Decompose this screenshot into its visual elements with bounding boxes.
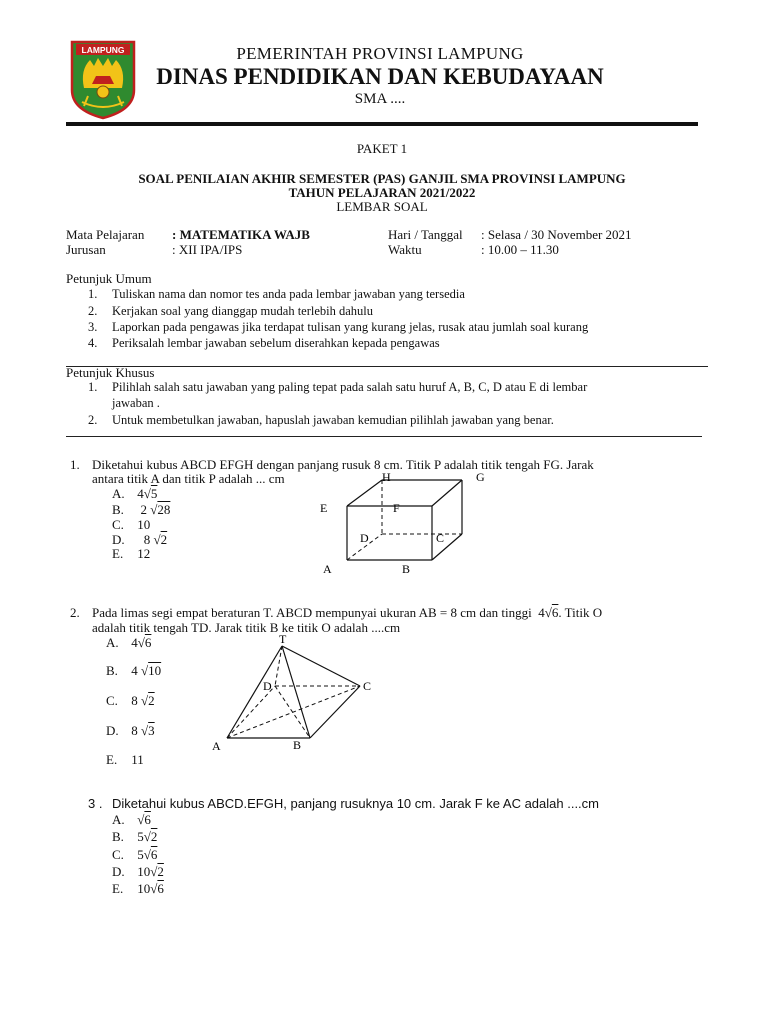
time-value: : 10.00 – 11.30 [481, 242, 559, 257]
question-1-number: 1. [70, 457, 80, 472]
header-line-2: DINAS PENDIDIKAN DAN KEBUDAYAAN [156, 64, 604, 89]
major-label: Jurusan [66, 242, 106, 257]
list-item: 4. Periksalah lembar jawaban sebelum diserahkan kepada pengawas [88, 336, 440, 350]
exam-title: SOAL PENILAIAN AKHIR SEMESTER (PAS) GANJIL SMA PROVINSI LAMPUNG [138, 171, 626, 186]
subject-value: : MATEMATIKA WAJB [172, 227, 310, 242]
major-value: : XII IPA/IPS [172, 242, 243, 257]
list-item-continuation: jawaban . [112, 396, 160, 410]
svg-text:A: A [323, 562, 332, 576]
question-3-text: Diketahui kubus ABCD.EFGH, panjang rusuknya 10 cm. Jarak F ke AC adalah ....cm [112, 796, 599, 811]
svg-text:B: B [293, 738, 302, 752]
list-item: 3. Laporkan pada pengawas jika terdapat tulisan yang kurang jelas, rusak atau jumlah soal kurang [88, 320, 589, 334]
general-instructions-title: Petunjuk Umum [66, 271, 152, 286]
time-label: Waktu [388, 242, 422, 257]
svg-text:G: G [476, 470, 485, 484]
date-label: Hari / Tanggal [388, 227, 463, 242]
question-2-option-e[interactable]: E. 11 [106, 752, 144, 767]
question-3-number: 3 . [88, 796, 103, 811]
paket-title: PAKET 1 [356, 141, 408, 156]
svg-text:T: T [279, 632, 287, 646]
svg-text:B: B [402, 562, 411, 576]
lampung-logo [70, 40, 136, 120]
svg-text:C: C [436, 531, 445, 545]
pyramid-figure [205, 630, 385, 755]
subject-label: Mata Pelajaran [66, 227, 145, 242]
question-2-option-b[interactable]: B. 4 √10 [106, 663, 162, 678]
question-3-option-c[interactable]: C. 5√6 [112, 847, 158, 862]
question-1-text: Diketahui kubus ABCD EFGH dengan panjang rusuk 8 cm. Titik P adalah titik tengah FG. Jarak [92, 457, 594, 472]
question-2-text: Pada limas segi empat beraturan T. ABCD mempunyai ukuran AB = 8 cm dan tinggi 4√6. Titik O [92, 605, 603, 620]
question-2-number: 2. [70, 605, 80, 620]
list-item: 1. Pilihlah salah satu jawaban yang paling tepat pada salah satu huruf A, B, C, D atau E di lembar [88, 380, 588, 394]
question-3-option-e[interactable]: E. 10√6 [112, 881, 164, 896]
question-1-option-e[interactable]: E. 12 [112, 546, 151, 561]
question-1-option-d[interactable]: D. 8 √2 [112, 532, 168, 547]
svg-text:D: D [263, 679, 272, 693]
special-instructions-title: Petunjuk Khusus [66, 365, 155, 380]
cube-figure [310, 470, 510, 580]
question-3-option-d[interactable]: D. 10√2 [112, 864, 164, 879]
header-divider [66, 122, 698, 126]
question-2-option-a[interactable]: A. 4√6 [106, 635, 152, 650]
question-2-text-cont: adalah titik tengah TD. Jarak titik B ke titik O adalah ....cm [92, 620, 401, 635]
question-1-option-a[interactable]: A. 4√5 [112, 486, 158, 501]
header-line-1: PEMERINTAH PROVINSI LAMPUNG [236, 44, 524, 63]
question-2-option-d[interactable]: D. 8 √3 [106, 723, 155, 738]
svg-text:D: D [360, 531, 369, 545]
list-item: 2. Kerjakan soal yang dianggap mudah terlebih dahulu [88, 304, 374, 318]
svg-text:F: F [393, 501, 400, 515]
question-2-option-c[interactable]: C. 8 √2 [106, 693, 155, 708]
academic-year: TAHUN PELAJARAN 2021/2022 [288, 185, 476, 200]
list-item: 1. Tuliskan nama dan nomor tes anda pada lembar jawaban yang tersedia [88, 287, 465, 301]
header-line-3: SMA .... [354, 91, 406, 107]
svg-text:C: C [363, 679, 372, 693]
svg-text:A: A [212, 739, 221, 753]
question-3-option-b[interactable]: B. 5√2 [112, 829, 158, 844]
section-divider [66, 366, 708, 367]
question-3-option-a[interactable]: A. √6 [112, 812, 151, 827]
question-1-option-c[interactable]: C. 10 [112, 517, 151, 532]
svg-text:H: H [382, 470, 391, 484]
svg-text:LAMPUNG: LAMPUNG [81, 45, 125, 55]
list-item: 2. Untuk membetulkan jawaban, hapuslah jawaban kemudian pilihlah jawaban yang benar. [88, 413, 554, 427]
section-divider [66, 436, 702, 437]
question-1-option-b[interactable]: B. 2 √28 [112, 502, 171, 517]
question-1-text-cont: antara titik A dan titik P adalah ... cm [92, 471, 285, 486]
date-value: : Selasa / 30 November 2021 [481, 227, 632, 242]
svg-text:E: E [320, 501, 328, 515]
sheet-title: LEMBAR SOAL [336, 199, 428, 214]
